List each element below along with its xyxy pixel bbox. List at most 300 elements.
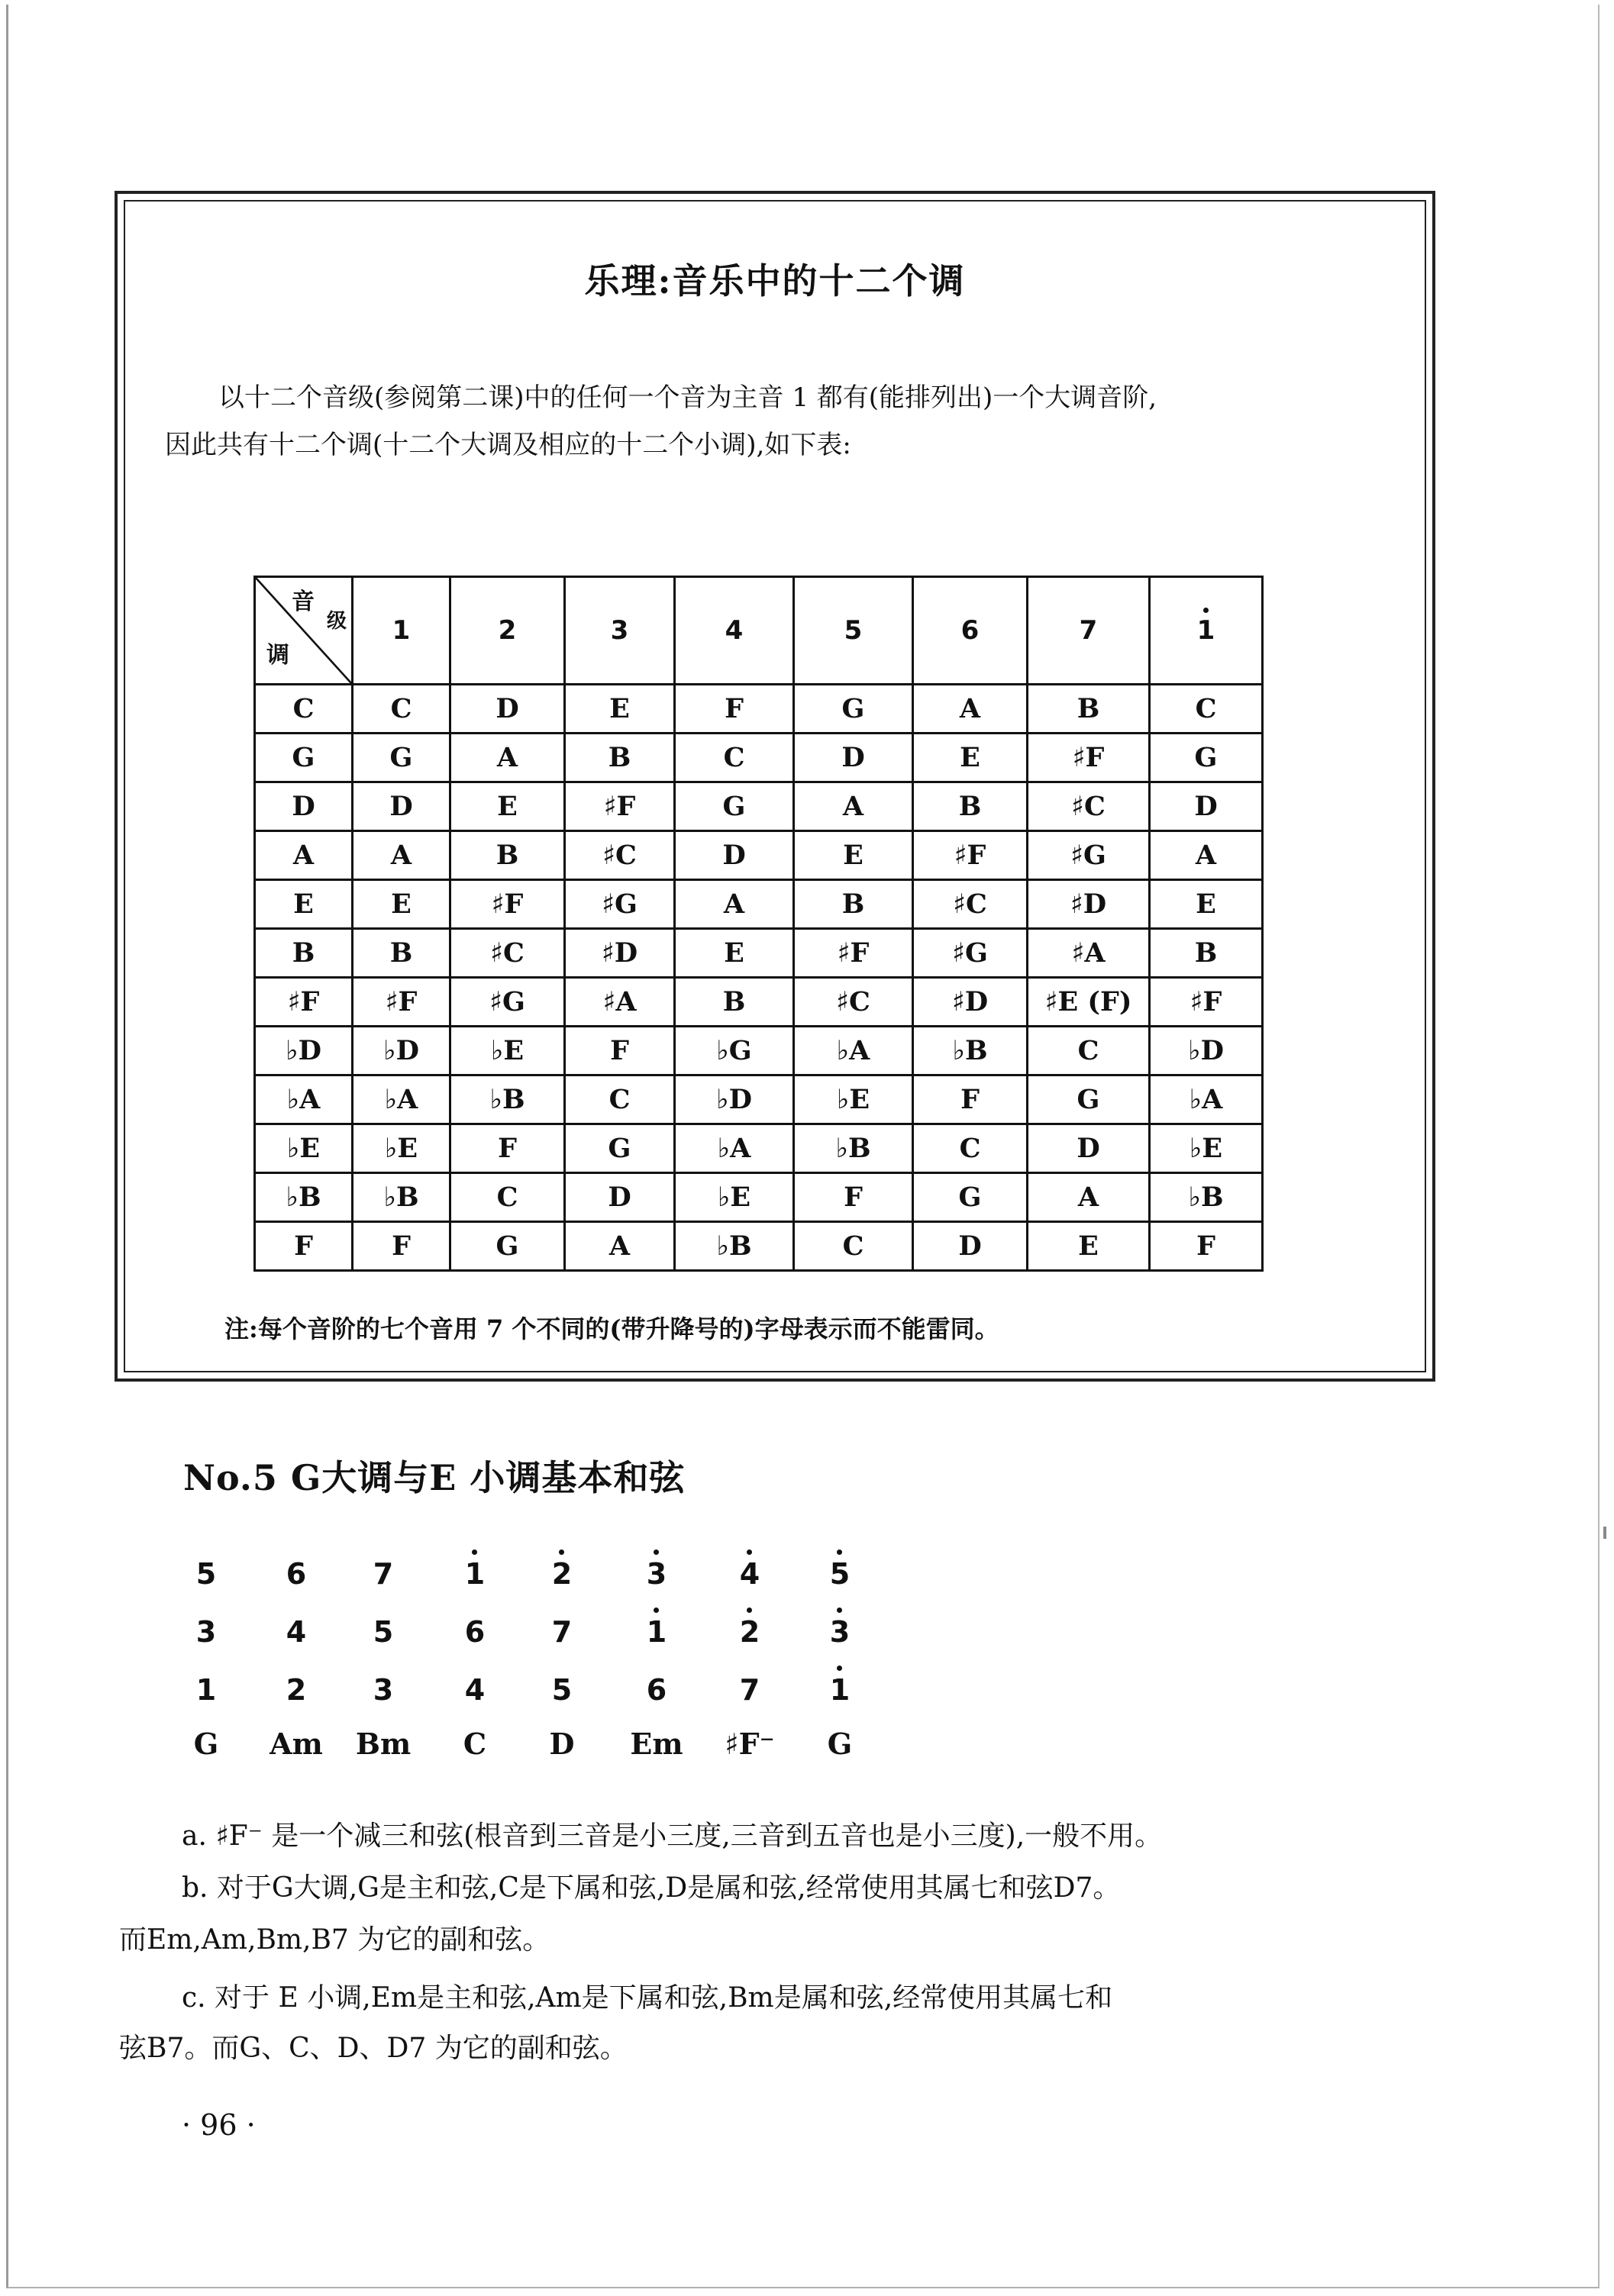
- scale-degree: 7: [739, 1673, 760, 1707]
- note-name: D: [841, 742, 865, 773]
- note-cell: [1150, 929, 1263, 978]
- note-name: C: [1077, 1035, 1099, 1066]
- note-cell: [450, 782, 565, 831]
- note-name: D: [389, 791, 413, 822]
- note-name: ♯G: [952, 937, 988, 969]
- key-name: C: [292, 693, 315, 724]
- table-row: [255, 1173, 1263, 1222]
- note-cell: [913, 685, 1028, 734]
- note-name: ♭B: [383, 1182, 419, 1213]
- chord-cell: [168, 1727, 244, 1761]
- note-cell: [675, 1027, 794, 1075]
- note-cell: [353, 782, 450, 831]
- note-cell: [1150, 734, 1263, 782]
- chord-cell: [258, 1673, 334, 1707]
- note-cell: [913, 1027, 1028, 1075]
- note-cell: [913, 1173, 1028, 1222]
- chord-cell: [437, 1727, 513, 1761]
- note-cell: [450, 1124, 565, 1173]
- note-cell: [794, 1222, 913, 1271]
- note-cell: [565, 1075, 675, 1124]
- note-name: ♭E: [384, 1133, 418, 1164]
- header-label: 3: [610, 615, 629, 646]
- note-name: ♯C: [602, 840, 637, 871]
- note-cell: [1028, 929, 1150, 978]
- header-label: 6: [960, 615, 980, 646]
- scale-degree: 6: [646, 1673, 667, 1707]
- key-name-cell: [255, 978, 353, 1027]
- theory-box-inner: [124, 200, 1426, 1372]
- note-name: ♭D: [1188, 1035, 1224, 1066]
- scale-degree: 5: [195, 1557, 217, 1591]
- note-cell: [353, 1222, 450, 1271]
- note-cell: [353, 1075, 450, 1124]
- chord-cell: [712, 1673, 788, 1707]
- key-name: ♭B: [286, 1182, 321, 1213]
- note-cell: [353, 978, 450, 1027]
- note-name: ♯D: [1070, 888, 1107, 920]
- note-name: ♭G: [716, 1035, 752, 1066]
- note-cell: [450, 1075, 565, 1124]
- note-cell: [675, 1124, 794, 1173]
- key-name: ♭E: [286, 1133, 321, 1164]
- key-name-cell: [255, 1222, 353, 1271]
- scale-degree: 3: [373, 1673, 394, 1707]
- chord-cell: [168, 1557, 244, 1591]
- header-cell: [675, 577, 794, 685]
- chord-cell: [618, 1727, 695, 1761]
- note-name: C: [842, 1230, 864, 1262]
- chord-cell: [802, 1557, 878, 1591]
- note-name: G: [389, 742, 413, 773]
- note-cell: [794, 978, 913, 1027]
- note-name: A: [390, 840, 412, 871]
- note-cell: [1028, 978, 1150, 1027]
- note-cell: [794, 782, 913, 831]
- note-name: C: [390, 693, 412, 724]
- note-name: ♭D: [383, 1035, 419, 1066]
- table-row: [255, 734, 1263, 782]
- note-cell: [675, 880, 794, 929]
- header-label: 2: [498, 615, 517, 646]
- chord-cell: [802, 1615, 878, 1649]
- key-name-cell: [255, 880, 353, 929]
- scale-degree: 1: [464, 1557, 486, 1591]
- note-name: C: [1195, 693, 1217, 724]
- note-name: B: [608, 742, 631, 773]
- chord-cell: [802, 1673, 878, 1707]
- chord-cell: [258, 1615, 334, 1649]
- header-label: 4: [725, 615, 744, 646]
- header-label-high-do: 1: [1196, 615, 1215, 646]
- chord-cell: [524, 1557, 600, 1591]
- note-cell: [794, 831, 913, 880]
- table-row: [255, 831, 1263, 880]
- note-name: D: [608, 1182, 631, 1213]
- note-cell: [1150, 782, 1263, 831]
- table-row: [255, 880, 1263, 929]
- note-name: ♯E (F): [1044, 986, 1132, 1017]
- key-name-cell: [255, 1124, 353, 1173]
- key-name-cell: [255, 1173, 353, 1222]
- note-cell: [675, 929, 794, 978]
- note-cell: [675, 734, 794, 782]
- scale-degree: 6: [464, 1615, 486, 1649]
- scale-degree: 5: [373, 1615, 394, 1649]
- key-name-cell: [255, 1075, 353, 1124]
- chord-name: G: [827, 1727, 853, 1761]
- table-row: [255, 978, 1263, 1027]
- note-cell: [794, 1075, 913, 1124]
- note-cell: [794, 1173, 913, 1222]
- note-cell: [1028, 1173, 1150, 1222]
- note-cell: [450, 929, 565, 978]
- note-name: A: [723, 888, 745, 920]
- table-row: [255, 929, 1263, 978]
- note-name: ♭E: [490, 1035, 525, 1066]
- chord-cell: [258, 1557, 334, 1591]
- note-cell: [450, 734, 565, 782]
- note-name: ♯G: [602, 888, 638, 920]
- note-name: ♯C: [836, 986, 870, 1017]
- note-name: A: [1195, 840, 1217, 871]
- note-cell: [1028, 1124, 1150, 1173]
- key-name: G: [292, 742, 315, 773]
- note-cell: [353, 1027, 450, 1075]
- note-name: ♯F: [837, 937, 870, 969]
- table-row: [255, 1075, 1263, 1124]
- note-name: ♯D: [951, 986, 989, 1017]
- note-cell: [913, 978, 1028, 1027]
- chord-cell: [345, 1557, 421, 1591]
- corner-label-middle: 级: [326, 610, 347, 633]
- note-cell: [565, 978, 675, 1027]
- header-label: 1: [392, 615, 411, 646]
- note-name: ♭B: [716, 1230, 752, 1262]
- note-name: ♭A: [836, 1035, 870, 1066]
- note-name: F: [960, 1084, 980, 1115]
- chord-cell: [524, 1673, 600, 1707]
- key-name-cell: [255, 734, 353, 782]
- note-cell: [565, 1124, 675, 1173]
- key-name-cell: [255, 685, 353, 734]
- note-cell: [1028, 734, 1150, 782]
- scale-degree: 4: [739, 1557, 760, 1591]
- page-number: · 96 ·: [182, 2108, 256, 2142]
- note-cell: [794, 1124, 913, 1173]
- header-cell: [565, 577, 675, 685]
- note-name: E: [843, 840, 863, 871]
- paragraph-b-line-1: b. 对于G大调,G是主和弦,C是下属和弦,D是属和弦,经常使用其属七和弦D7。: [182, 1872, 1121, 1904]
- paragraph-b-line-2: 而Em,Am,Bm,B7 为它的副和弦。: [119, 1924, 550, 1956]
- table-row: [255, 1124, 1263, 1173]
- key-name-cell: [255, 831, 353, 880]
- note-cell: [450, 880, 565, 929]
- table-corner-cell: [255, 577, 353, 685]
- note-name: E: [497, 791, 518, 822]
- chord-name: ♯F⁻: [725, 1727, 775, 1761]
- note-cell: [913, 1222, 1028, 1271]
- note-name: C: [608, 1084, 631, 1115]
- note-name: A: [1077, 1182, 1099, 1213]
- note-name: F: [1196, 1230, 1215, 1262]
- note-name: A: [842, 791, 864, 822]
- note-cell: [1150, 1075, 1263, 1124]
- intro-line-2: 因此共有十二个调(十二个大调及相应的十二个小调),如下表:: [165, 430, 851, 460]
- note-cell: [675, 1173, 794, 1222]
- scale-degree: 3: [195, 1615, 217, 1649]
- scale-degree: 1: [829, 1673, 851, 1707]
- scale-degree: 2: [739, 1615, 760, 1649]
- header-cell: [1150, 577, 1263, 685]
- note-cell: [1150, 1222, 1263, 1271]
- note-name: C: [723, 742, 745, 773]
- key-table-body: [255, 685, 1263, 1271]
- note-cell: [353, 734, 450, 782]
- note-cell: [913, 734, 1028, 782]
- scale-degree: 3: [646, 1557, 667, 1591]
- chord-name: C: [463, 1727, 487, 1761]
- header-cell: [353, 577, 450, 685]
- note-name: G: [608, 1133, 631, 1164]
- note-name: E: [1078, 1230, 1099, 1262]
- paragraph-c-line-2: 弦B7。而G、C、D、D7 为它的副和弦。: [119, 2033, 628, 2064]
- chord-name: Am: [270, 1727, 323, 1761]
- note-name: E: [724, 937, 744, 969]
- chord-cell: [168, 1673, 244, 1707]
- scale-degree: 5: [551, 1673, 573, 1707]
- chord-cell: [345, 1615, 421, 1649]
- key-name: ♭A: [286, 1084, 321, 1115]
- note-cell: [450, 685, 565, 734]
- note-cell: [450, 831, 565, 880]
- note-cell: [1028, 1027, 1150, 1075]
- table-row: [255, 685, 1263, 734]
- paragraph-c-line-1: c. 对于 E 小调,Em是主和弦,Am是下属和弦,Bm是属和弦,经常使用其属七和: [182, 1982, 1113, 2014]
- scale-degree: 2: [286, 1673, 307, 1707]
- chord-cell: [437, 1615, 513, 1649]
- note-name: ♯F: [1190, 986, 1222, 1017]
- key-name: B: [292, 937, 315, 969]
- header-label: 7: [1079, 615, 1098, 646]
- note-cell: [353, 880, 450, 929]
- note-name: ♯F: [385, 986, 418, 1017]
- chord-cell: [618, 1615, 695, 1649]
- chord-cell: [437, 1673, 513, 1707]
- note-cell: [1150, 880, 1263, 929]
- note-cell: [675, 1075, 794, 1124]
- scale-degree: 1: [195, 1673, 217, 1707]
- note-name: B: [1194, 937, 1218, 969]
- note-name: ♭A: [1189, 1084, 1223, 1115]
- chord-cell: [524, 1727, 600, 1761]
- note-cell: [1150, 1027, 1263, 1075]
- key-name-cell: [255, 782, 353, 831]
- note-cell: [353, 685, 450, 734]
- note-name: ♭B: [835, 1133, 871, 1164]
- scale-degree: 2: [551, 1557, 573, 1591]
- header-cell: [450, 577, 565, 685]
- chord-cell: [345, 1673, 421, 1707]
- note-name: ♭E: [717, 1182, 751, 1213]
- note-cell: [1150, 685, 1263, 734]
- note-name: ♭A: [384, 1084, 418, 1115]
- table-header-row: [255, 577, 1263, 685]
- scale-degree: 1: [646, 1615, 667, 1649]
- chord-name: G: [193, 1727, 219, 1761]
- note-name: G: [1077, 1084, 1100, 1115]
- note-name: B: [389, 937, 413, 969]
- chord-cell: [437, 1557, 513, 1591]
- note-name: ♯D: [601, 937, 638, 969]
- note-name: B: [841, 888, 865, 920]
- chord-cell: [345, 1727, 421, 1761]
- note-name: ♭B: [1188, 1182, 1224, 1213]
- note-name: G: [1194, 742, 1218, 773]
- note-name: D: [958, 1230, 982, 1262]
- note-name: C: [496, 1182, 518, 1213]
- table-row: [255, 1027, 1263, 1075]
- note-name: ♯G: [1070, 840, 1106, 871]
- header-cell: [1028, 577, 1150, 685]
- key-name: A: [292, 840, 315, 871]
- note-cell: [1028, 880, 1150, 929]
- note-cell: [450, 978, 565, 1027]
- chord-cell: [712, 1615, 788, 1649]
- note-cell: [565, 1222, 675, 1271]
- note-name: ♯F: [603, 791, 636, 822]
- note-cell: [675, 978, 794, 1027]
- note-cell: [565, 782, 675, 831]
- chord-cell: [258, 1727, 334, 1761]
- corner-label-bottom: 调: [266, 642, 289, 669]
- chord-name: Em: [630, 1727, 683, 1761]
- paragraph-a: a. ♯F⁻ 是一个减三和弦(根音到三音是小三度,三音到五音也是小三度),一般不用。: [182, 1820, 1163, 1852]
- intro-line-1: 以十二个音级(参阅第二课)中的任何一个音为主音 1 都有(能排列出)一个大调音阶,: [218, 382, 1157, 413]
- note-name: F: [725, 693, 744, 724]
- note-name: D: [722, 840, 746, 871]
- note-name: D: [1194, 791, 1218, 822]
- key-name-cell: [255, 929, 353, 978]
- note-name: ♯C: [953, 888, 987, 920]
- note-cell: [353, 831, 450, 880]
- note-name: ♯A: [1071, 937, 1106, 969]
- note-cell: [794, 929, 913, 978]
- note-cell: [675, 1222, 794, 1271]
- note-name: F: [844, 1182, 863, 1213]
- corner-label-top: 音: [292, 589, 315, 615]
- note-cell: [1028, 1075, 1150, 1124]
- note-name: D: [1077, 1133, 1100, 1164]
- note-name: G: [958, 1182, 982, 1213]
- key-name: ♯F: [287, 986, 320, 1017]
- scale-degree: 7: [373, 1557, 394, 1591]
- note-cell: [565, 929, 675, 978]
- scale-degree: 4: [464, 1673, 486, 1707]
- note-cell: [794, 685, 913, 734]
- header-label: 5: [844, 615, 863, 646]
- chord-cell: [524, 1615, 600, 1649]
- note-name: ♯F: [1072, 742, 1105, 773]
- note-name: B: [495, 840, 519, 871]
- scale-degree: 5: [829, 1557, 851, 1591]
- note-name: G: [495, 1230, 519, 1262]
- box-title: 乐理:音乐中的十二个调: [584, 260, 966, 302]
- note-cell: [913, 1075, 1028, 1124]
- note-cell: [675, 831, 794, 880]
- note-name: C: [959, 1133, 981, 1164]
- note-cell: [1028, 782, 1150, 831]
- note-name: ♭A: [717, 1133, 751, 1164]
- chord-cell: [618, 1673, 695, 1707]
- note-name: E: [1196, 888, 1216, 920]
- note-name: G: [841, 693, 865, 724]
- key-name: F: [294, 1230, 313, 1262]
- note-name: ♭E: [1189, 1133, 1223, 1164]
- note-name: ♭B: [952, 1035, 988, 1066]
- note-cell: [913, 1124, 1028, 1173]
- note-cell: [913, 782, 1028, 831]
- note-cell: [1150, 978, 1263, 1027]
- note-cell: [794, 880, 913, 929]
- key-table: [253, 576, 1264, 1272]
- note-name: D: [495, 693, 519, 724]
- chord-cell: [802, 1727, 878, 1761]
- chord-name: Bm: [355, 1727, 412, 1761]
- note-name: B: [1077, 693, 1100, 724]
- note-cell: [913, 929, 1028, 978]
- key-name-cell: [255, 1027, 353, 1075]
- note-cell: [794, 1027, 913, 1075]
- note-cell: [1150, 1124, 1263, 1173]
- scale-degree: 6: [286, 1557, 307, 1591]
- note-cell: [1028, 1222, 1150, 1271]
- note-cell: [565, 1027, 675, 1075]
- note-name: E: [609, 693, 630, 724]
- header-cell: [794, 577, 913, 685]
- chord-cell: [618, 1557, 695, 1591]
- header-cell: [913, 577, 1028, 685]
- note-name: B: [958, 791, 982, 822]
- chord-cell: [168, 1615, 244, 1649]
- note-cell: [1028, 831, 1150, 880]
- note-cell: [1150, 831, 1263, 880]
- chord-cell: [712, 1727, 788, 1761]
- scale-degree: 7: [551, 1615, 573, 1649]
- note-name: ♭D: [716, 1084, 752, 1115]
- note-name: G: [722, 791, 746, 822]
- note-name: B: [722, 986, 746, 1017]
- note-cell: [353, 1124, 450, 1173]
- table-note: 注:每个音阶的七个音用 7 个不同的(带升降号的)字母表示而不能雷同。: [224, 1314, 999, 1343]
- note-cell: [450, 1222, 565, 1271]
- note-cell: [675, 685, 794, 734]
- note-cell: [353, 1173, 450, 1222]
- note-name: A: [608, 1230, 631, 1262]
- table-row: [255, 1222, 1263, 1271]
- note-cell: [1028, 685, 1150, 734]
- note-name: ♯F: [954, 840, 986, 871]
- note-cell: [913, 831, 1028, 880]
- table-row: [255, 782, 1263, 831]
- key-name: D: [292, 791, 315, 822]
- note-name: ♯A: [602, 986, 637, 1017]
- note-name: ♭E: [836, 1084, 870, 1115]
- note-cell: [565, 734, 675, 782]
- note-cell: [450, 1027, 565, 1075]
- note-name: F: [392, 1230, 411, 1262]
- scale-degree: 4: [286, 1615, 307, 1649]
